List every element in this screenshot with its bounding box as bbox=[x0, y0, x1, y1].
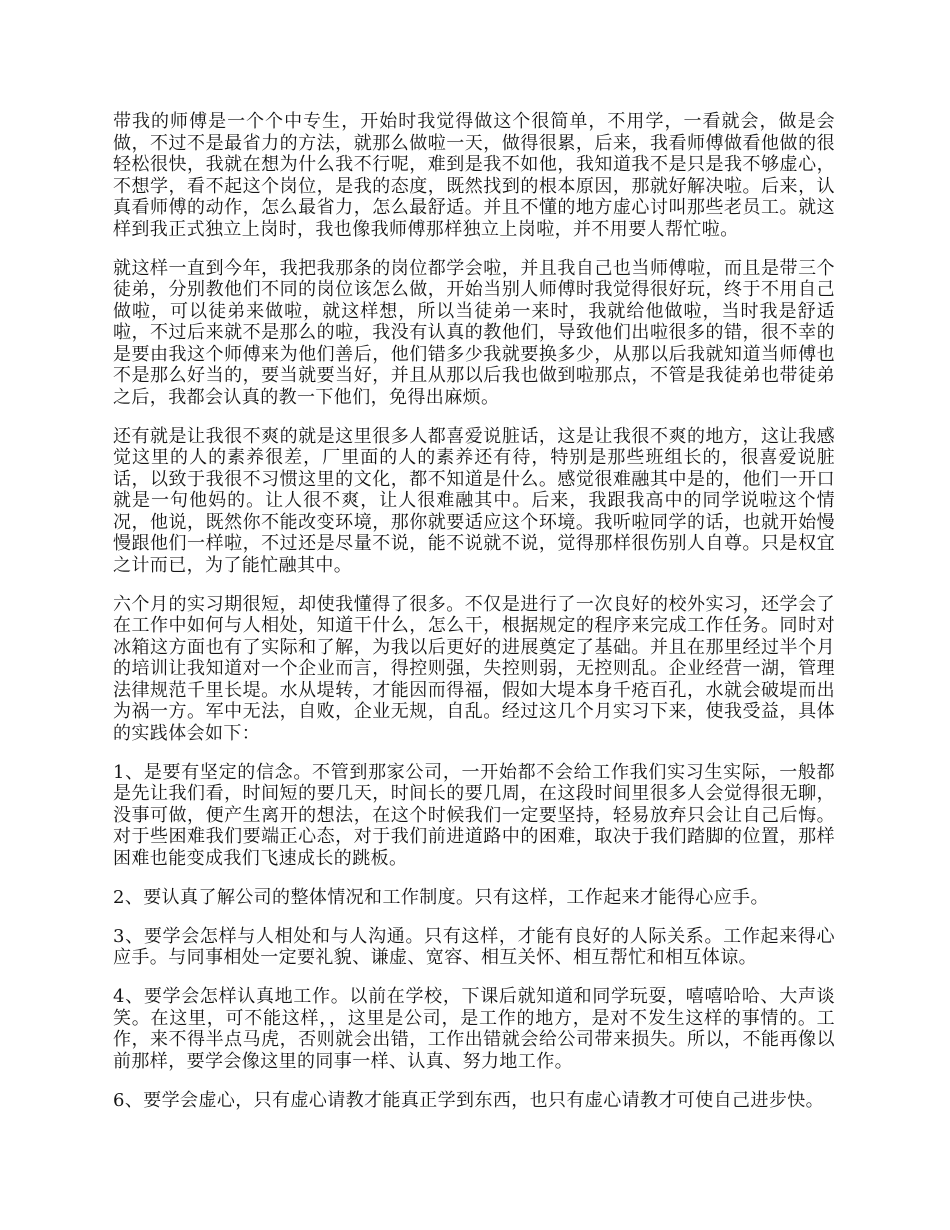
list-item-2 bbox=[113, 887, 835, 909]
text-line: 4、要学会怎样认真地工作。以前在学校，下课后就知道和同学玩耍，嘻嘻哈哈、大声谈 bbox=[113, 986, 835, 1007]
text-line: 对于些困难我们要端正心态，对于我们前进道路中的困难，取决于我们踏脚的位置，那样 bbox=[113, 826, 835, 847]
text-line: 样到我正式独立上岗时，我也像我师傅那样独立上岗啦，并不用要人帮忙啦。 bbox=[113, 218, 739, 240]
text-line: 就是一句他妈的。让人很不爽，让人很难融其中。后来，我跟我高中的同学说啦这个情 bbox=[113, 490, 835, 511]
text-line: 觉这里的人的素养很差，厂里面的人的素养还有待，特别是那些班组长的，很喜爱说脏 bbox=[113, 447, 835, 468]
text-line: 困难也能变成我们飞速成长的跳板。 bbox=[113, 847, 408, 869]
text-line: 3、要学会怎样与人相处和与人沟通。只有这样，才能有良好的人际关系。工作起来得心 bbox=[113, 925, 835, 947]
text-line: 1、是要有坚定的信念。不管到那家公司，一开始都不会给工作我们实习生实际，一般都 bbox=[113, 761, 835, 783]
text-line: 的实践体会如下： bbox=[113, 722, 261, 744]
text-line: 之计而已，为了能忙融其中。 bbox=[113, 554, 353, 576]
text-line: 是先让我们看，时间短的要几天，时间长的要几周，在这段时间里很多人会觉得很无聊， bbox=[113, 783, 835, 804]
text-line: 笑。在这里，可不能这样，，这里是公司，是工作的地方，是对不发生这样的事情的。工 bbox=[113, 1007, 835, 1029]
text-line: 作，来不得半点马虎，否则就会出错，工作出错就会给公司带来损失。所以，不能再像以 bbox=[113, 1029, 835, 1050]
paragraph-3 bbox=[113, 426, 835, 577]
text-line: 2、要认真了解公司的整体情况和工作制度。只有这样，工作起来才能得心应手。 bbox=[113, 886, 769, 908]
text-line: 是要由我这个师傅来为他们善后，他们错多少我就要换多少，从那以后我就知道当师傅也 bbox=[113, 343, 835, 365]
text-line: 啦，不过后来就不是那么的啦，我没有认真的教他们，导致他们出啦很多的错，很不幸的 bbox=[113, 322, 835, 343]
paragraph-1 bbox=[113, 111, 835, 240]
text-line: 徒弟，分别教他们不同的岗位该怎么做，开始当别人师傅时我觉得很好玩，终于不用自己 bbox=[113, 279, 835, 300]
text-line: 轻松很快，我就在想为什么我不行呢，难到是我不如他，我知道我不是只是我不够虚心， bbox=[113, 154, 835, 175]
text-line: 不是那么好当的，要当就要当好，并且从那以后我也做到啦那点，不管是我徒弟也带徒弟 bbox=[113, 365, 835, 386]
text-line: 冰箱这方面也有了实际和了解，为我以后更好的进展奠定了基础。并且在那里经过半个月 bbox=[113, 636, 835, 658]
text-line: 六个月的实习期很短，却使我懂得了很多。不仅是进行了一次良好的校外实习，还学会了 bbox=[113, 593, 835, 615]
paragraph-2 bbox=[113, 258, 835, 409]
text-line: 慢跟他们一样啦，不过还是尽量不说，能不说就不说，觉得那样很伤别人自尊。只是权宜 bbox=[113, 533, 835, 554]
text-line: 6、要学会虚心，只有虚心请教才能真正学到东西，也只有虚心请教才可使自己进步快。 bbox=[113, 1089, 825, 1111]
text-line: 还有就是让我很不爽的就是这里很多人都喜爱说脏话，这是让我很不爽的地方，这让我感 bbox=[113, 425, 835, 447]
list-item-1 bbox=[113, 762, 835, 870]
text-line: 不想学，看不起这个岗位，是我的态度，既然找到的根本原因，那就好解决啦。后来，认 bbox=[113, 175, 835, 197]
text-line: 带我的师傅是一个个中专生，开始时我觉得做这个很简单，不用学，一看就会，做是会 bbox=[113, 111, 835, 132]
text-line: 之后，我都会认真的教一下他们，免得出麻烦。 bbox=[113, 386, 500, 408]
list-item-6 bbox=[113, 1090, 835, 1112]
text-line: 做啦，可以徒弟来做啦，就这样想，所以当徒弟一来时，我就给他做啦，当时我是舒适 bbox=[113, 300, 835, 322]
text-line: 没事可做，便产生离开的想法，在这个时候我们一定要坚持，轻易放弃只会让自己后悔。 bbox=[113, 804, 835, 826]
text-line: 的培训让我知道对一个企业而言，得控则强，失控则弱，无控则乱。企业经营一湖，管理 bbox=[113, 658, 835, 679]
text-line: 况，他说，既然你不能改变环境，那你就要适应这个环境。我听啦同学的话，也就开始慢 bbox=[113, 511, 835, 533]
text-line: 前那样，要学会像这里的同事一样、认真、努力地工作。 bbox=[113, 1050, 573, 1072]
paragraph-4 bbox=[113, 594, 835, 745]
text-line: 就这样一直到今年，我把我那条的岗位都学会啦，并且我自己也当师傅啦，而且是带三个 bbox=[113, 257, 835, 279]
list-item-4 bbox=[113, 986, 835, 1072]
text-line: 话，以致于我很不习惯这里的文化，都不知道是什么。感觉很难融其中是的，他们一开口 bbox=[113, 468, 835, 490]
text-line: 做，不过不是最省力的方法，就那么做啦一天，做得很累，后来，我看师傅做看他做的很 bbox=[113, 132, 835, 154]
document-body bbox=[113, 111, 835, 1129]
text-line: 法律规范千里长堤。水从堤转，才能因而得福，假如大堤本身千疮百孔，水就会破堤而出 bbox=[113, 679, 835, 701]
list-item-3 bbox=[113, 926, 835, 969]
text-line: 为祸一方。军中无法，自败，企业无规，自乱。经过这几个月实习下来，使我受益，具体 bbox=[113, 701, 835, 722]
text-line: 应手。与同事相处一定要礼貌、谦虚、宽容、相互关怀、相互帮忙和相互体谅。 bbox=[113, 947, 757, 968]
text-line: 真看师傅的动作，怎么最省力，怎么最舒适。并且不懂的地方虚心讨叫那些老员工。就这 bbox=[113, 197, 835, 218]
text-line: 在工作中如何与人相处，知道干什么，怎么干，根据规定的程序来完成工作任务。同时对 bbox=[113, 615, 835, 636]
